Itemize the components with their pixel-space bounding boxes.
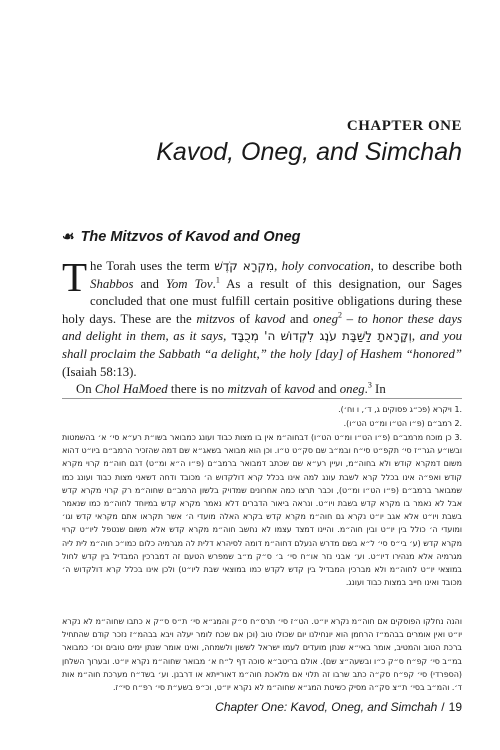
italic-term: oneg	[313, 311, 338, 326]
footnote-ref-3: 3	[367, 380, 372, 390]
text-run: ,	[274, 259, 282, 273]
body-text	[62, 254, 463, 399]
text-run: ,	[411, 329, 420, 344]
italic-term: mitzvah	[227, 382, 268, 397]
footer-separator: /	[441, 700, 445, 714]
drop-cap: T	[62, 254, 88, 300]
italic-term: mitzvos	[196, 311, 235, 326]
text-run: As a result of this designation, our Sages concluded that one must fulfill certain positive obligations during these holy days. These are the	[62, 276, 462, 326]
text-run: he Torah uses the term	[90, 259, 215, 273]
italic-term: Yom Tov	[165, 276, 213, 291]
footnote-3: .3 כן מוכח מרמב״ם (פ״ו הט״ו ומ״ט הט״ו) דבחוה״מ אין בו מצות כבוד ועונג כמבואר בשו״ת רע״א סי׳ א׳ בהשמטות ובשו״ע הגר״ז סי׳ תקפ״ט סי״ח ובמ״ב שם סק״ט ט״ו. וכן הוא מבואר בשאג״א שם דמה שהזכיר הרמב״ם ביו״ט דהוא משום דמקרא קודש ולא בחוה״מ, ועיין רע״א שם שכתב דמבואר ברמב״ם (פ״ו ה״א ומ״ט) דגם חוה״מ קרוי מקרא קודש ואפ״ה אינו בכלל קרא לשבת עונג למה אינו בכלל קרא דולקדוש ה׳ מכובד ודחה דשאני מצות כבוד ועונג כמו שמבואר ברמב״ם (פ״ו הט״ו ומ״ט), וכבר תרצו כמה אחרונים שמדויק בלשון הרמב״ם שחוה״מ רק קרוי מקרא קדש אבל לא נאמר בו מקרא קדש בשבת ויו״ט. ונראה ביאור הדברים דלא נאמר מקרא קדש במיוחד לחוה״מ כמו שנאמר בשבת ויו״ט אלא אגב יו״ט נקרא גם חוה״מ מקרא קדש בקרא האלה מועדי ה׳ אשר תקראו אתם מקראי קדש וגו׳ ומועדי ה׳ כולל בין יו״ט ובין חוה״מ. והיינו דמצד עצמו לא נחשב חוה״מ מקרא קדש אלא משום שנטפל ליו״ט קרוי מקרא קדש (ע׳ בי״ס סי׳ ל״א בשם מדרש הנעלם דחוה״מ דומה לסיהרא דלית לה מגרמיה כלום כמו״כ חוה״מ לית ליה מגרמיה אלא מנהירו דיו״ט. וע׳ אבני נזר או״ח סי׳ ב׳ ס״ק מ״ב שמפרש הטעם זה דמברכין המבדיל בין קדש לחול במוצאי יו״ט לחוה״מ ולא מברכין המבדיל בין קדש לקדש כמו במוצאי שבת ליו״ט) ולכן אינו בכלל קרא דולקדוש ה׳ מכובד ואינו חייב במצות כבוד ועונג.	[62, 433, 462, 588]
running-footer	[215, 700, 462, 714]
footnote-ref-2: 2	[337, 310, 342, 320]
text-run: On	[76, 382, 95, 397]
italic-term: kavod	[254, 311, 286, 326]
footnote-ref-1: 1	[215, 275, 220, 285]
footnote-2: .2 רמב״ם (פ״ו הט״ו ומ״ט הט״ו).	[343, 419, 462, 428]
text-run: , to describe both	[370, 259, 463, 273]
italic-term: kavod	[284, 382, 315, 397]
italic-translation: and you shall proclaim the Sabbath “a delight,” the holy [day] of Hashem “honored”	[62, 329, 462, 361]
text-run: there is no	[167, 382, 228, 397]
text-run: of	[234, 311, 255, 326]
text-run: In	[371, 382, 386, 397]
section-heading-text: The Mitzvos of Kavod and Oneg	[80, 229, 301, 245]
italic-term: Shabbos	[90, 276, 134, 291]
footnote-1: .1 ויקרא (פכ״ג פסוקים ג, ד׳, ו וח׳).	[338, 405, 462, 414]
chapter-label: CHAPTER ONE	[346, 118, 462, 134]
chapter-title: Kavod, Oneg, and Simchah	[156, 138, 462, 166]
section-heading	[62, 228, 301, 245]
fleuron-icon: ☙	[62, 228, 75, 244]
text-run: and	[314, 382, 340, 397]
hebrew-verse: וְקָרָאתָ לַשַּׁבָּת עֹנֶג לִקְדוֹשׁ ה' מְכֻבָּד	[230, 329, 412, 344]
paragraph-1	[62, 254, 463, 381]
text-run: and	[285, 311, 314, 326]
paragraph-2	[62, 381, 462, 399]
footnotes	[62, 398, 462, 725]
italic-term: holy convocation	[281, 259, 371, 273]
footer-title: Chapter One: Kavod, Oneg, and Simchah	[215, 700, 438, 714]
text-run: .	[212, 276, 216, 291]
italic-term: Chol HaMoed	[94, 382, 168, 397]
text-run: and	[133, 276, 166, 291]
footnote-3-continued: והנה נחלקו הפוסקים אם חוה״מ נקרא יו״ט. הט״ז סי׳ תרס״ח ס״ק והמג״א סי׳ ת״ס ס״ק א כתבו שחוה״מ לא נקרא יו״ט ואין אומרים בבהמ״ז הרחמן הוא יונחילנו יום שכולו טוב (וכן אם שכח לומר יעלה ויבא בבהמ״ז נזכר קודם שהתחיל ברכת הטוב והמטיב, אומר באי״א שנתן מועדים לעמו ישראל לששון ולשמחה, ואינו אומר שנתן ימים טובים וכו׳ כמבואר במ״ב סי׳ קפ״ח ס״ק כ״ו ובשעה״צ שם). אולם בריטב״א סוכה דף ל״ח א׳ מבואר שחוה״מ נקרא יו״ט. ובערוך השלחן (הספרדי) סי׳ קפ״ח סק״ה כתב שרבו זה תלוי אם מלאכת חוה״מ דאורייתא או דרבנן. וע׳ בשד״ח מערכת חוה״מ אות ד׳. והמ״ב בסי׳ ת״צ סק״ה מסיק כשיטת המג״א שחוה״מ לא נקרא יו״ט, וכ״פ בשע״ת סי׳ רפ״ח סי״ז.	[62, 617, 462, 693]
text-run: (Isaiah 58:13).	[62, 364, 137, 379]
italic-term: oneg	[339, 382, 365, 397]
italic-term: – to honor these days and delight in them, as it says,	[62, 311, 462, 344]
page-number: 19	[448, 700, 462, 714]
text-run: .	[364, 382, 368, 397]
text-run: of	[267, 382, 285, 397]
hebrew-term: מִקְרָא קֹדֶשׁ	[214, 259, 275, 273]
